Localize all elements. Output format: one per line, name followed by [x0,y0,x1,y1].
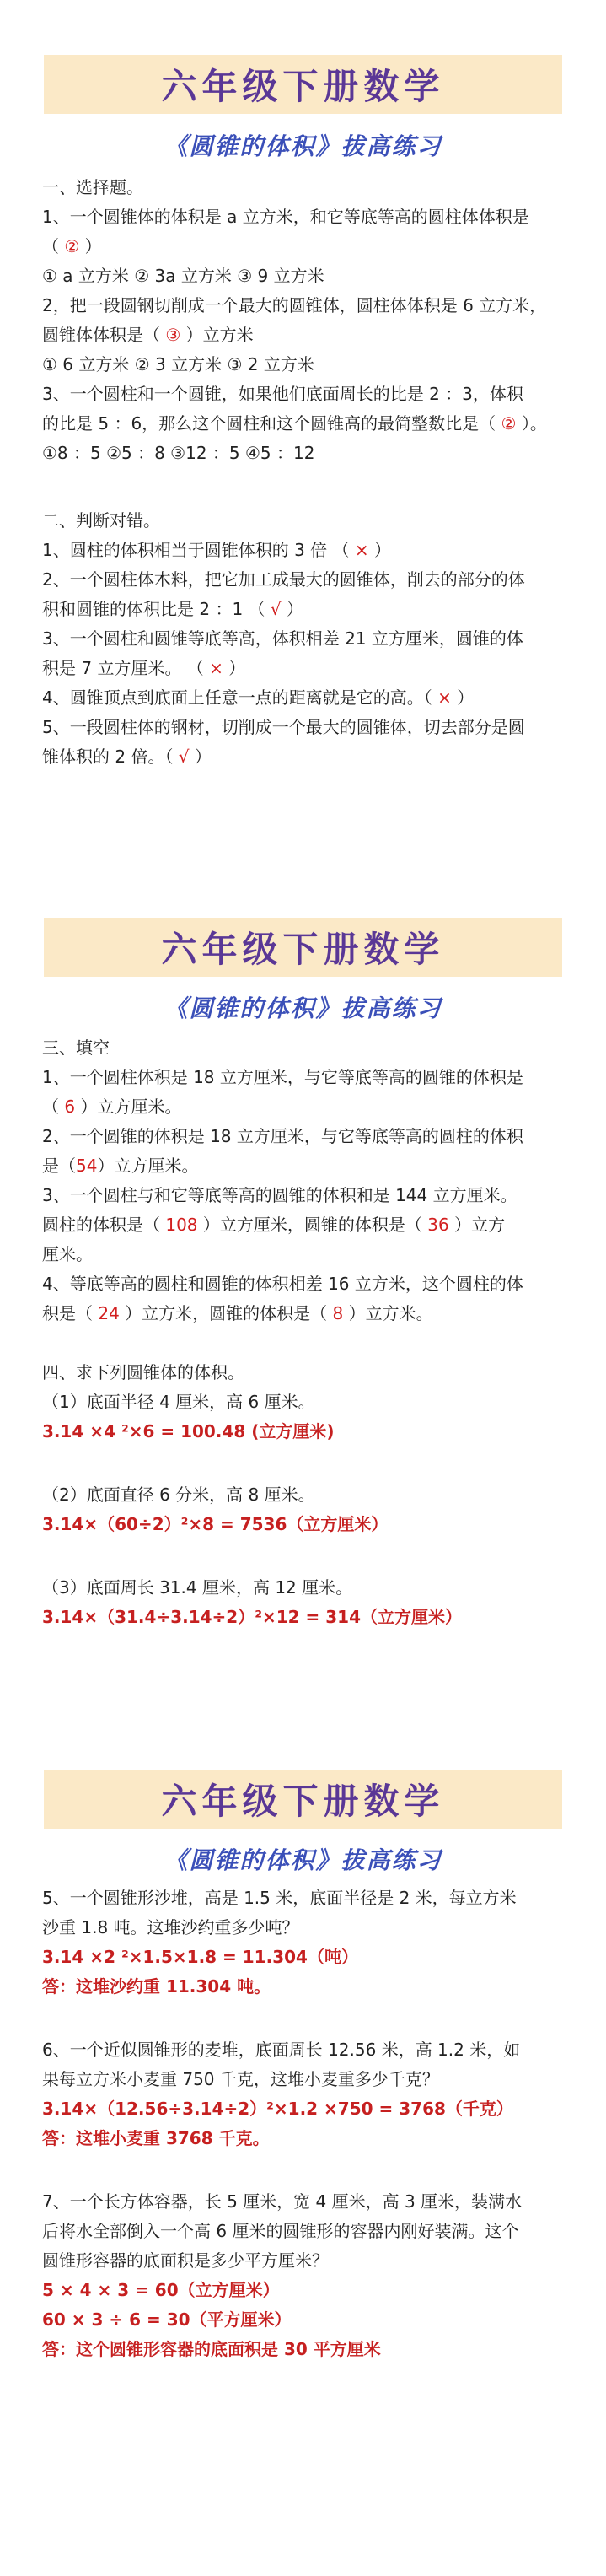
answer-line: 答：这个圆锥形容器的底面积是 30 平方厘米 [42,2339,381,2359]
text-line: 2，把一段圆钢切削成一个最大的圆锥体，圆柱体体积是 6 立方米， [42,295,547,315]
text-line: 2、一个圆柱体木料，把它加工成最大的圆锥体，削去的部分的体 [42,569,525,590]
solution-line: 60 × 3 ÷ 6 = 30（平方厘米） [42,2309,292,2330]
answer-mark: √ [270,599,282,619]
title-banner [44,1770,562,1829]
text-line: 1、圆柱的体积相当于圆锥体积的 3 倍 （ × ） [42,540,392,560]
title-banner [44,55,562,114]
text-line: 7、一个长方体容器，长 5 厘米，宽 4 厘米，高 3 厘米，装满水 [42,2191,523,2212]
text-line: （ ② ） [42,236,102,256]
text-line: 2、一个圆锥的体积是 18 立方厘米，与它等底等高的圆柱的体积 [42,1126,523,1146]
text-line: 圆锥形容器的底面积是多少平方厘米？ [42,2250,329,2271]
answer-mark: 108 [165,1215,198,1235]
text-line: 积是 7 立方厘米。 （ × ） [42,658,246,678]
answer-mark: √ [178,746,190,767]
text-line: 3、一个圆柱和圆锥等底等高，体积相差 21 立方厘米，圆锥的体 [42,628,523,649]
text-line: 4、等底等高的圆柱和圆锥的体积相差 16 立方米，这个圆柱的体 [42,1274,523,1294]
text-line: 积和圆锥的体积比是 2 ：1 （ √ ） [42,599,303,619]
page-title: 六年级下册数学 [161,929,445,970]
text-line: 后将水全部倒入一个高 6 厘米的圆锥形的容器内刚好装满。这个 [42,2221,519,2241]
answer-mark: 36 [427,1215,449,1235]
text-line: 3、一个圆柱和一个圆锥，如果他们底面周长的比是 2 ：3，体积 [42,384,523,404]
answer-mark: × [437,687,452,708]
text-line: 5、一段圆柱体的钢材，切削成一个最大的圆锥体，切去部分是圆 [42,717,525,737]
text-line: 5、一个圆锥形沙堆，高是 1.5 米，底面半径是 2 米，每立方米 [42,1888,517,1908]
text-line: 是（54）立方厘米。 [42,1156,199,1176]
page-subtitle: 《圆锥的体积》拔高练习 [164,1846,442,1874]
text-line: 4、圆锥顶点到底面上任意一点的距离就是它的高。（ × ） [42,687,475,708]
answer-mark: × [354,540,369,560]
text-line: 的比是 5 ：6，那么这个圆柱和这个圆锥高的最简整数比是（ ② ）。 [42,413,547,434]
answer-line: 答：这堆小麦重 3768 千克。 [42,2128,270,2148]
text-line: 1、一个圆锥体的体积是 a 立方米，和它等底等高的圆柱体体积是 [42,207,529,227]
text-line: ① 6 立方米 ② 3 立方米 ③ 2 立方米 [42,354,314,375]
text-line: ① a 立方米 ② 3a 立方米 ③ 9 立方米 [42,266,324,286]
answer-mark: 24 [98,1303,120,1323]
text-line: 二、判断对错。 [42,510,160,531]
answer-mark: 8 [332,1303,344,1323]
text-line: 果每立方米小麦重 750 千克，这堆小麦重多少千克？ [42,2069,439,2089]
text-line: 锥体积的 2 倍。（ √ ） [42,746,212,767]
answer-mark: ③ [165,325,181,345]
solution-line: 3.14 ×2 ²×1.5×1.8 = 11.304（吨） [42,1947,358,1967]
text-line: 6、一个近似圆锥形的麦堆，底面周长 12.56 米，高 1.2 米，如 [42,2040,521,2060]
solution-line: 3.14×（31.4÷3.14÷2）²×12 = 314（立方厘米） [42,1607,463,1627]
solution-line: 5 × 4 × 3 = 60（立方厘米） [42,2280,280,2300]
solution-line: 3.14×（12.56÷3.14÷2）²×1.2 ×750 = 3768（千克） [42,2099,513,2119]
text-line: （3）底面周长 31.4 厘米，高 12 厘米。 [42,1577,353,1598]
text-line: 三、填空 [42,1037,110,1058]
solution-line: 3.14×（60÷2）²×8 = 7536（立方厘米） [42,1514,389,1534]
text-line: 圆锥体体积是（ ③ ）立方米 [42,325,254,345]
text-line: 1、一个圆柱体积是 18 立方厘米，与它等底等高的圆锥的体积是 [42,1067,523,1087]
text-line: ①8 ：5 ②5 ：8 ③12 ：5 ④5 ：12 [42,443,315,463]
text-line: （1）底面半径 4 厘米，高 6 厘米。 [42,1392,315,1412]
page-title: 六年级下册数学 [161,66,445,107]
answer-mark: 54 [76,1156,98,1176]
text-line: 积是（ 24 ）立方米，圆锥的体积是（ 8 ）立方米。 [42,1303,433,1323]
solution-line: 3.14 ×4 ²×6 = 100.48 (立方厘米) [42,1421,335,1442]
page-title: 六年级下册数学 [161,1781,445,1822]
text-line: （2）底面直径 6 分米，高 8 厘米。 [42,1485,315,1505]
text-line: 厘米。 [42,1244,93,1264]
text-line: 沙重 1.8 吨。这堆沙约重多少吨？ [42,1917,299,1937]
page-subtitle: 《圆锥的体积》拔高练习 [164,132,442,160]
answer-mark: 6 [64,1097,76,1117]
text-line: 3、一个圆柱与和它等底等高的圆锥的体积和是 144 立方厘米。 [42,1185,518,1205]
text-line: 四、求下列圆锥体的体积。 [42,1362,244,1382]
answer-line: 答：这堆沙约重 11.304 吨。 [42,1976,271,1997]
page-subtitle: 《圆锥的体积》拔高练习 [164,994,442,1022]
text-line: 一、选择题。 [42,177,143,197]
answer-mark: × [209,658,223,678]
text-line: 圆柱的体积是（ 108 ）立方厘米，圆锥的体积是（ 36 ）立方 [42,1215,506,1235]
title-banner [44,918,562,977]
text-line: （ 6 ）立方厘米。 [42,1097,182,1117]
answer-mark: ② [64,236,80,256]
answer-mark: ② [501,413,517,434]
